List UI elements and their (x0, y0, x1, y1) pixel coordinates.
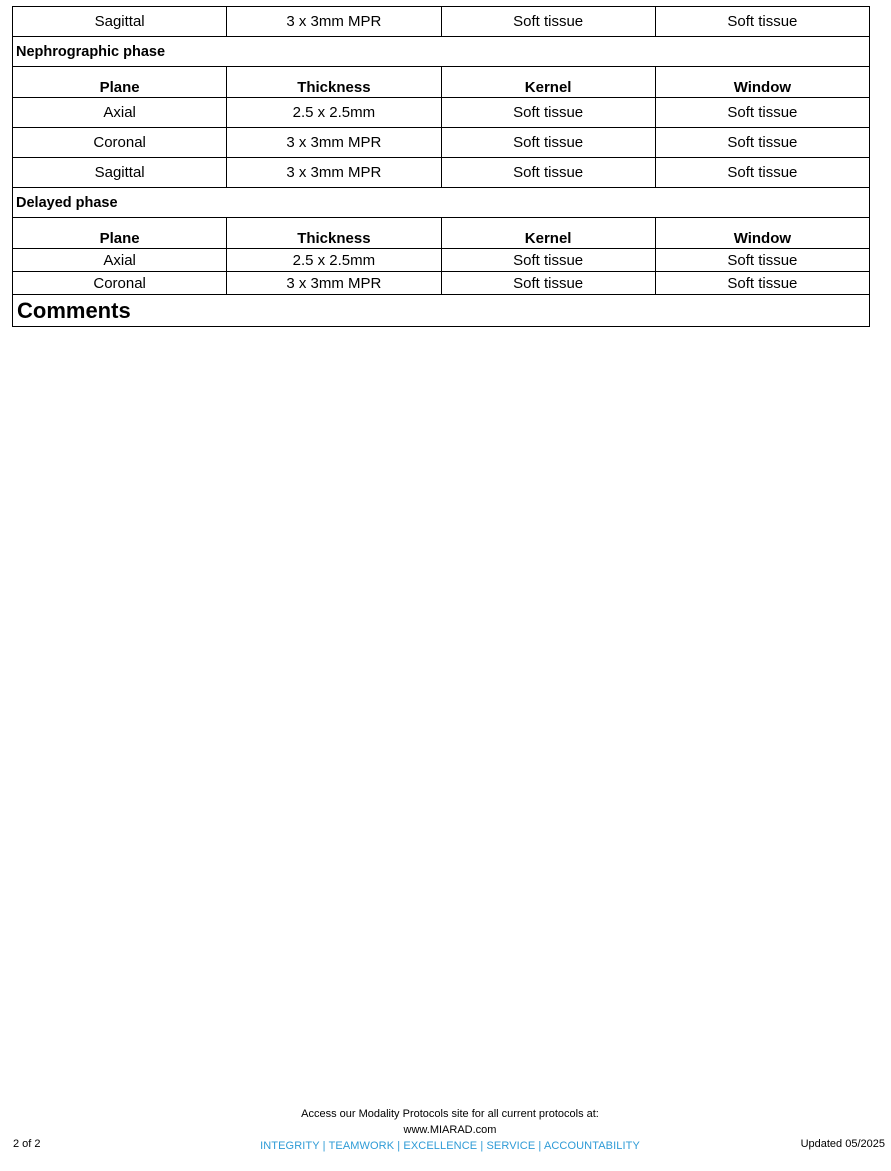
header-row (13, 67, 870, 98)
value-excellence: EXCELLENCE (403, 1140, 478, 1152)
column-header-thickness: Thickness (227, 67, 441, 98)
window-cell: Soft tissue (655, 158, 869, 188)
plane-cell: Coronal (13, 272, 227, 295)
column-header-kernel: Kernel (441, 67, 655, 98)
window-cell: Soft tissue (655, 272, 869, 295)
page-number: 2 of 2 (13, 1138, 41, 1150)
table-row (13, 7, 870, 37)
footer-url[interactable]: www.MIARAD.com (403, 1124, 497, 1136)
thickness-cell: 2.5 x 2.5mm (227, 249, 441, 272)
comments-row (13, 295, 870, 327)
updated-date: Updated 05/2025 (800, 1138, 885, 1150)
thickness-cell: 3 x 3mm MPR (227, 128, 441, 158)
window-cell: Soft tissue (655, 7, 869, 37)
kernel-cell: Soft tissue (441, 158, 655, 188)
plane-cell: Sagittal (13, 7, 227, 37)
value-teamwork: TEAMWORK (328, 1140, 395, 1152)
table-row (13, 249, 870, 272)
comments-title: Comments (13, 295, 870, 327)
table-row (13, 272, 870, 295)
section-row (13, 188, 870, 218)
section-row (13, 37, 870, 67)
table-row (13, 158, 870, 188)
column-header-plane: Plane (13, 218, 227, 249)
header-row (13, 218, 870, 249)
separator: | (322, 1140, 326, 1152)
column-header-thickness: Thickness (227, 218, 441, 249)
nephrographic-phase-title: Nephrographic phase (13, 37, 870, 67)
window-cell: Soft tissue (655, 98, 869, 128)
protocol-table (12, 6, 870, 327)
plane-cell: Coronal (13, 128, 227, 158)
delayed-phase-title: Delayed phase (13, 188, 870, 218)
thickness-cell: 3 x 3mm MPR (227, 158, 441, 188)
window-cell: Soft tissue (655, 249, 869, 272)
column-header-plane: Plane (13, 67, 227, 98)
kernel-cell: Soft tissue (441, 249, 655, 272)
column-header-window: Window (655, 218, 869, 249)
value-integrity: INTEGRITY (260, 1140, 320, 1152)
value-service: SERVICE (486, 1140, 536, 1152)
plane-cell: Axial (13, 249, 227, 272)
footer-access-text: Access our Modality Protocols site for all current protocols at: (301, 1108, 599, 1120)
column-header-kernel: Kernel (441, 218, 655, 249)
table-row (13, 98, 870, 128)
table-row (13, 128, 870, 158)
plane-cell: Axial (13, 98, 227, 128)
thickness-cell: 3 x 3mm MPR (227, 7, 441, 37)
separator: | (480, 1140, 484, 1152)
value-accountability: ACCOUNTABILITY (543, 1140, 640, 1152)
kernel-cell: Soft tissue (441, 128, 655, 158)
footer-center (200, 1106, 700, 1154)
separator: | (397, 1140, 401, 1152)
kernel-cell: Soft tissue (441, 272, 655, 295)
window-cell: Soft tissue (655, 128, 869, 158)
column-header-window: Window (655, 67, 869, 98)
kernel-cell: Soft tissue (441, 7, 655, 37)
separator: | (538, 1140, 542, 1152)
kernel-cell: Soft tissue (441, 98, 655, 128)
thickness-cell: 3 x 3mm MPR (227, 272, 441, 295)
plane-cell: Sagittal (13, 158, 227, 188)
thickness-cell: 2.5 x 2.5mm (227, 98, 441, 128)
footer-values-line (200, 1138, 700, 1154)
